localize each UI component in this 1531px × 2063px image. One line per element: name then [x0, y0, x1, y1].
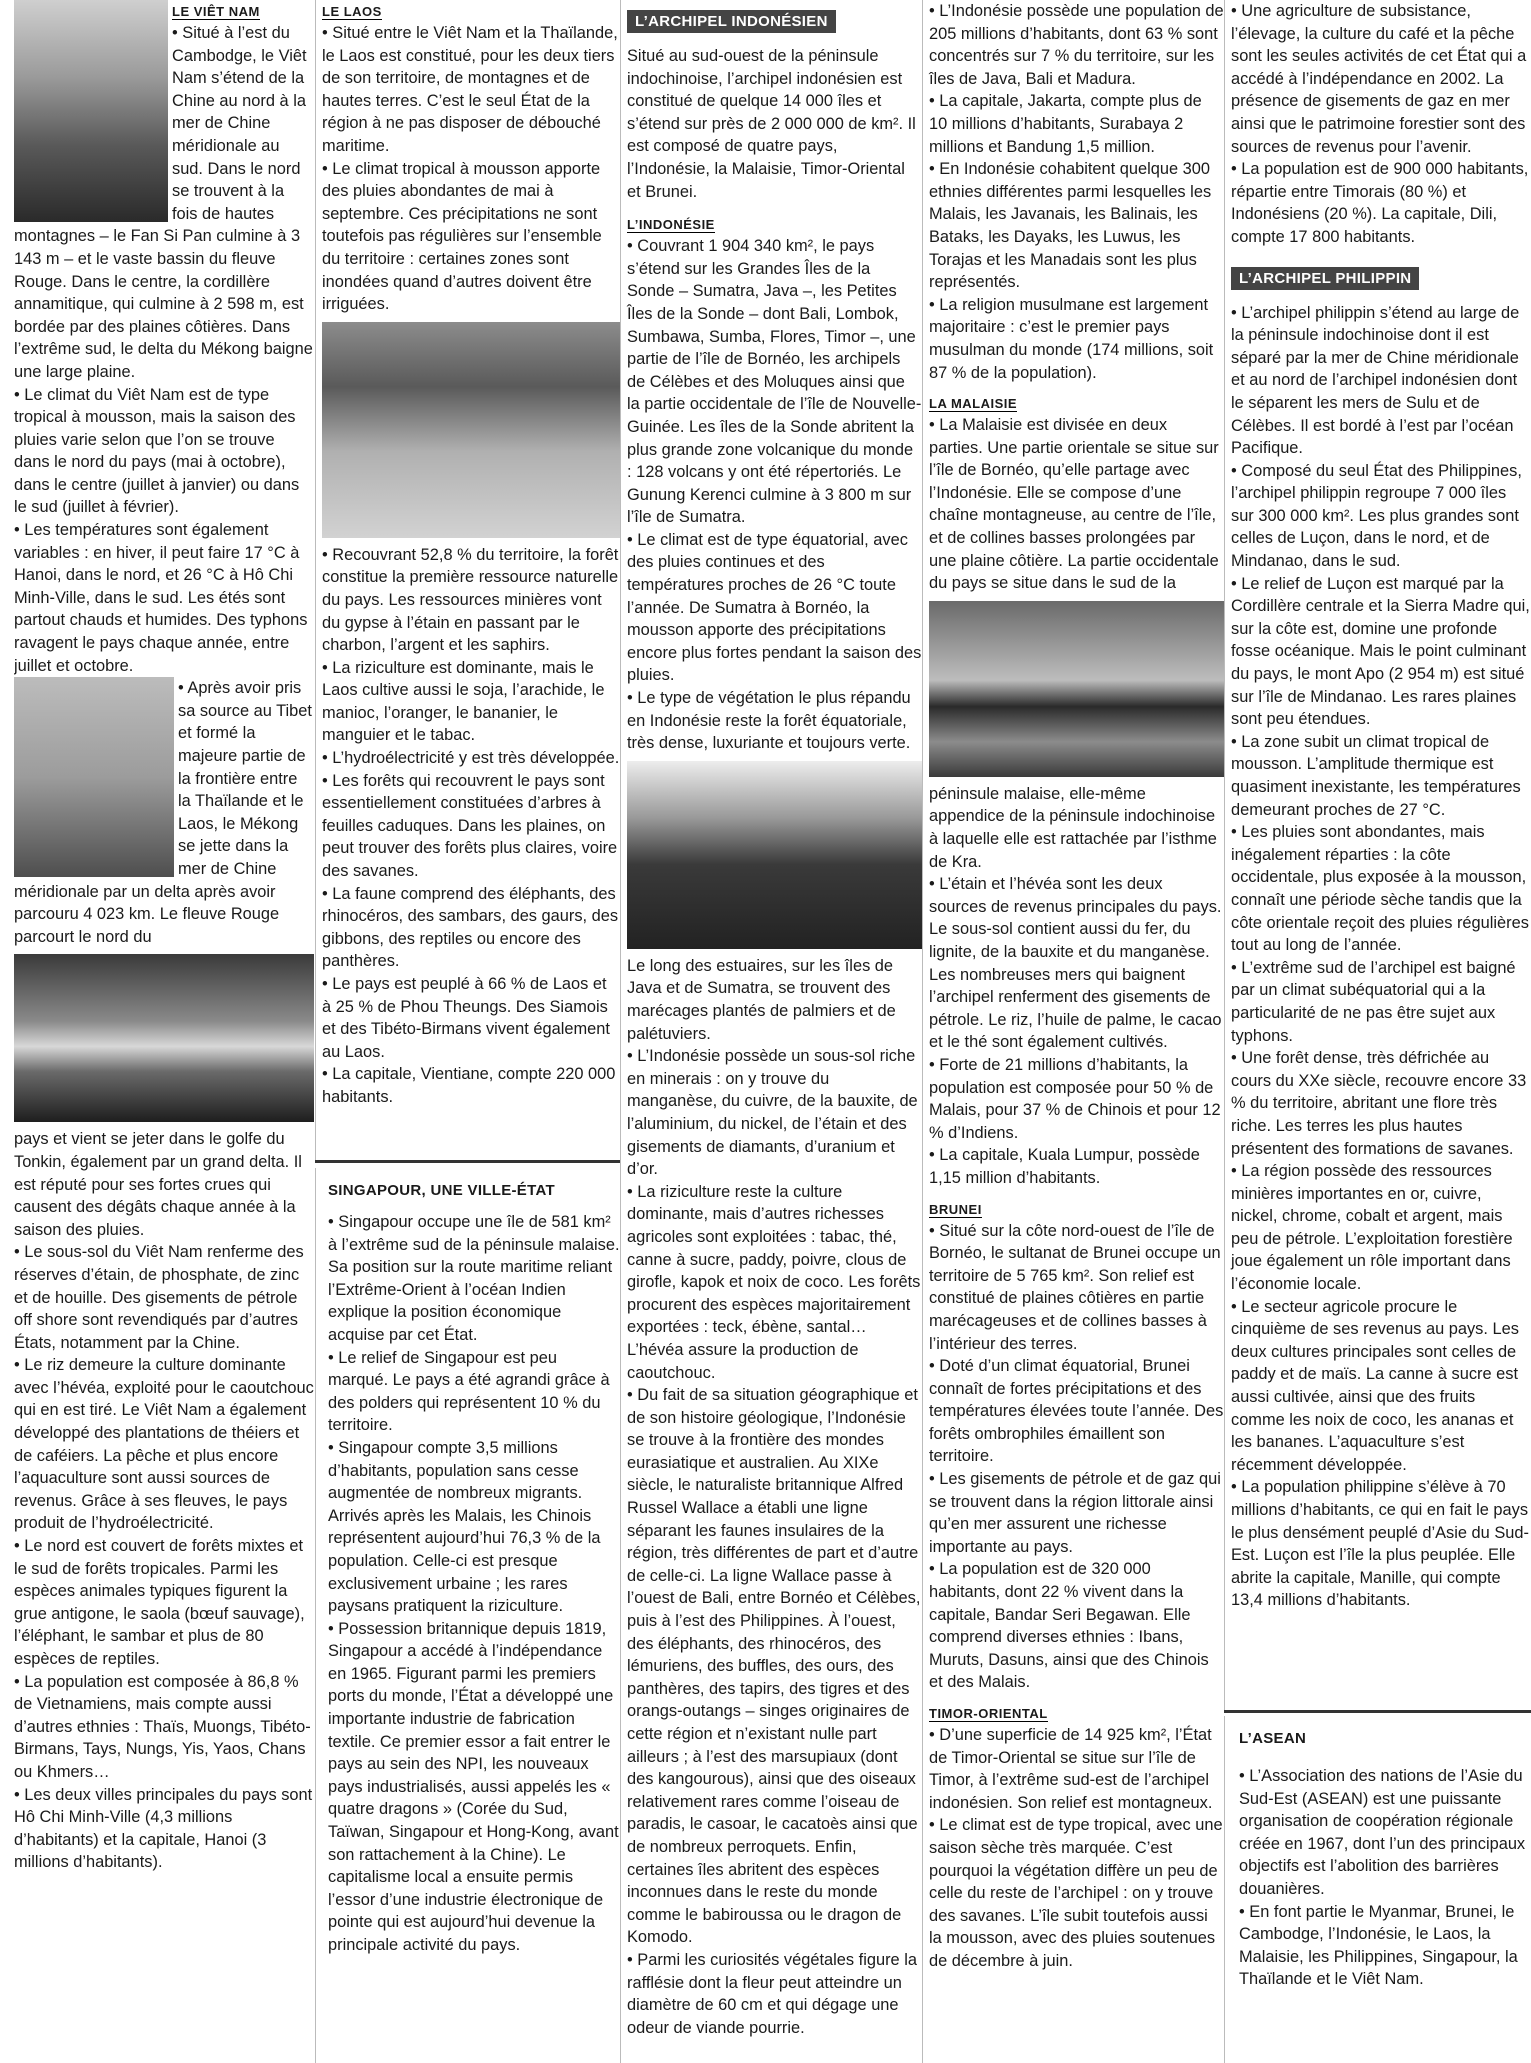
malaisie-paragraph: • La capitale, Kuala Lumpur, possède 1,15 million d’habitants.: [929, 1146, 1200, 1187]
malaisie-paragraph: péninsule malaise, elle-même appendice de la péninsule indochinoise à laquelle elle est rattachée par l’isthme de Kra.: [929, 784, 1217, 871]
philippin-paragraph: • Une forêt dense, très défrichée au cours du XXe siècle, recouvre encore 33 % du territoire, abritant une flore très riche. Les terres les plus hautes présentent des formations de savanes.: [1231, 1049, 1527, 1158]
philippin-paragraph: • Les pluies sont abondantes, mais inégalement réparties : la côte occidentale, plus exposée à la mousson, connaît une période sèche tandis que la côte orientale reçoit des pluies régulières tout au long de l’année.: [1231, 823, 1529, 955]
indonesie-paragraph: • Du fait de sa situation géographique et de son histoire géologique, l’Indonésie se trouve à la frontière des mondes eurasiatique et australien. Au XIXe siècle, le naturaliste britannique Alfred Russel Wallace a établi une ligne séparant les faunes insulaires de la région, très différentes de part et d’autre de celle-ci. La ligne Wallace passe à l’ouest de Bali, entre Bornéo et Célèbes, puis à l’est des Philippines. À l’ouest, des éléphants, des rhinocéros, des lémuriens, des buffles, des ours, des panthères, des tapirs, des tigres et des orangs-outangs – singes originaires de cette région et n’existant nulle part ailleurs ; à l’est des marsupiaux (dont des kangourous), ainsi que des oiseaux relativement rares comme l’oiseau de paradis, le casoar, le cacatoès ainsi que de nombreux perroquets. Enfin, certaines îles abritent des espèces inconnues dans le reste du monde comme le babiroussa ou le dragon de Komodo.: [627, 1386, 921, 1947]
indonesie-paragraph: • Parmi les curiosités végétales figure la rafflésie dont la fleur peut atteindre un diamètre de 60 cm et qui dégage une odeur de viande pourrie.: [627, 1950, 917, 2037]
box-singapour: [315, 1168, 620, 2063]
laos-paragraph: • Situé entre le Viêt Nam et la Thaïlande, le Laos est constitué, pour les deux tiers de son territoire, de montagnes et de hautes terres. C’est le seul État de la région à ne pas disposer de débouché maritime.: [322, 24, 618, 155]
timor-paragraph: • Une agriculture de subsistance, l’élevage, la culture du café et la pêche sont les seules activités de cet État qui a accédé à l’indépendance en 2002. La présence de gisements de gaz en mer ainsi que le patrimoine forestier sont des sources de revenus pour l’avenir.: [1231, 2, 1527, 156]
section-title-vietnam: LE VIÊT NAM: [172, 4, 260, 19]
column-philippines: [1224, 0, 1531, 1710]
philippin-paragraph: • Le relief de Luçon est marqué par la Cordillère centrale et la Sierra Madre qui, sur la côte est, domine une profonde fosse océanique. Mais le point culminant du pays, le mont Apo (2 954 m) est situé sur l’île de Mindanao. Les rares plaines sont peu étendues.: [1231, 574, 1530, 729]
philippin-paragraph: • La zone subit un climat tropical de mousson. L’amplitude thermique est quasiment inexistante, les températures demeurant proches de 27 °C.: [1231, 732, 1521, 819]
laos-paragraph: • La faune comprend des éléphants, des rhinocéros, des sambars, des gaurs, des gibbons, des reptiles ou encore des panthères.: [322, 884, 619, 971]
malaisie-paragraph: • Forte de 21 millions d’habitants, la population est composée pour 50 % de Malais, pour 37 % de Chinois et pour 12 % d’Indiens.: [929, 1055, 1221, 1142]
indonesie-paragraph: • L’Indonésie possède une population de 205 millions d’habitants, dont 63 % sont concentrés sur 7 % du territoire, sur les îles de Java, Bali et Madura.: [929, 2, 1224, 88]
laos-paragraph: • L’hydroélectricité y est très développée.: [322, 749, 620, 768]
singapour-paragraph: • Singapour occupe une île de 581 km² à l’extrême sud de la péninsule malaise. Sa position sur la route maritime reliant l’Extrême-Orient à l’océan Indien explique la position économique acquise par cet État.: [328, 1213, 620, 1344]
column-indonesie: [620, 0, 922, 2063]
philippin-paragraph: • La région possède des ressources minières importantes en or, cuivre, nickel, chrome, cobalt et argent, mais peu de pétrole. L’exploitation forestière joue également un rôle important dans l’économie locale.: [1231, 1162, 1513, 1294]
philippin-paragraph: • L’archipel philippin s’étend au large de la péninsule indochinoise dont il est séparé par la mer de Chine méridionale et au nord de l’archipel indonésien dont le séparent les mers de Sulu et de Célèbes. Il est bordé à l’est par l’océan Pacifique.: [1231, 303, 1520, 458]
photo-mountain: [14, 0, 168, 222]
box-asean: [1224, 1716, 1531, 2063]
brunei-paragraph: • Les gisements de pétrole et de gaz qui se trouvent dans la région littorale ainsi qu’en mer assurent une richesse importante au pays.: [929, 1470, 1221, 1556]
brunei-paragraph: • La population est de 320 000 habitants, dont 22 % vivent dans la capitale, Bandar Seri Begawan. Elle comprend diverses ethnies : Ibans, Muruts, Dasuns, ainsi que des Chinois et des Malais.: [929, 1560, 1209, 1692]
singapour-paragraph: • Singapour compte 3,5 millions d’habitants, population sans cesse augmentée de nombreux migrants. Arrivés après les Malais, les Chinois représentent aujourd’hui 76,3 % de la population. Celle-ci est presque exclusivement urbaine ; les rares paysans pratiquent la riziculture.: [328, 1438, 601, 1616]
divider: [1224, 1710, 1531, 1713]
section-title-brunei: BRUNEI: [929, 1201, 982, 1217]
timor-paragraph: • Le climat est de type tropical, avec une saison sèche très marquée. C’est pourquoi la végétation diffère un peu de celle du reste de l’archipel : on y trouve des savanes. L’île subit toutefois aussi la mousson, avec des pluies soutenues de décembre à juin.: [929, 1816, 1223, 1970]
banner-archipel-indonesien: L’ARCHIPEL INDONÉSIEN: [627, 10, 836, 33]
singapour-paragraph: • Le relief de Singapour est peu marqué. Le pays a été agrandi grâce à des polders qui représentent 10 % du territoire.: [328, 1348, 610, 1435]
section-title-singapour: SINGAPOUR, UNE VILLE-ÉTAT: [328, 1182, 555, 1199]
philippin-paragraph: • La population philippine s’élève à 70 millions d’habitants, ce qui en fait le pays le plus densément peuplé d’Asie du Sud-Est. Luçon est l’île la plus peuplée. Elle abrite la capitale, Manille, qui compte 13,4 millions d’habitants.: [1231, 1478, 1529, 1610]
photo-forest: [627, 761, 922, 949]
indonesie-paragraph: • Le climat est de type équatorial, avec des pluies continues et des températures proches de 26 °C toute l’année. De Sumatra à Bornéo, la mousson apporte des précipitations encore plus fortes pendant la saison des pluies.: [627, 530, 922, 685]
section-title-asean: L’ASEAN: [1239, 1730, 1307, 1747]
indonesie-paragraph: Le long des estuaires, sur les îles de Java et de Sumatra, se trouvent des marécages plantés de palmiers et de palétuviers.: [627, 956, 896, 1043]
indonesie-paragraph: • En Indonésie cohabitent quelque 300 ethnies différentes parmi lesquelles les Malais, les Javanais, les Balinais, les Bataks, les Dayaks, les Luwus, les Torajas et les Manadais sont les plus représentés.: [929, 160, 1212, 292]
banner-archipel-philippin: L’ARCHIPEL PHILIPPIN: [1231, 267, 1419, 290]
singapour-paragraph: • Possession britannique depuis 1819, Singapour a accédé à l’indépendance en 1965. Figurant parmi les premiers ports du monde, l’État a développé une importante industrie de fabrication textile. Ce premier essor a fait entrer le pays au sein des NPI, les nouveaux pays industrialisés, aussi appelés les « quatre dragons » (Corée du Sud, Taïwan, Singapour et Hong-Kong, avant son rattachement à la Chine). Le capitalisme local a ensuite permis l’essor d’une industrie électronique de pointe qui est aujourd’hui devenue la principale activité du pays.: [328, 1619, 619, 1954]
vietnam-paragraph: • Le riz demeure la culture dominante avec l’hévéa, exploité pour le caoutchouc qui en est tiré. Le Viêt Nam a également développé des plantations de théiers et de caféiers. La pêche et plus encore l’aquaculture sont aussi sources de revenus. Grâce à ses fleuves, le pays produit de l’hydroélectricité.: [14, 1356, 314, 1533]
indonesie-paragraph: • La riziculture reste la culture dominante, mais d’autres richesses agricoles sont exploitées : tabac, thé, canne à sucre, paddy, poivre, clous de girofle, kapok et noix de coco. Les forêts procurent des espèces majoritairement exportées : teck, ébène, santal… L’hévéa assure la production de caoutchouc.: [627, 1182, 921, 1382]
vietnam-paragraph: • Après avoir pris sa source au Tibet et formé la majeure partie de la frontière entre la Thaïlande et le Laos, le Mékong se jette dans la mer de Chine méridionale par un delta après avoir parcouru 4 023 km. Le fleuve Rouge parcourt le nord du: [14, 679, 312, 946]
philippin-paragraph: • Composé du seul État des Philippines, l’archipel philippin regroupe 7 000 îles sur 300 000 km². Les plus grandes sont celles de Luçon, dans le nord, et de Mindanao, dans le sud.: [1231, 461, 1522, 571]
asean-paragraph: • L’Association des nations de l’Asie du Sud-Est (ASEAN) est une puissante organisation de coopération régionale créée en 1967, dont l’un des principaux objectifs est l’abolition des barrières douanières.: [1239, 1767, 1526, 1898]
section-title-timor: TIMOR-ORIENTAL: [929, 1706, 1048, 1721]
brunei-paragraph: • Doté d’un climat équatorial, Brunei connaît de fortes précipitations et des températures élevées toute l’année. Des forêts ombrophiles émaillent son territoire.: [929, 1357, 1224, 1466]
laos-paragraph: • Le climat tropical à mousson apporte des pluies abondantes de mai à septembre. Ces précipitations ne sont toutefois pas régulières sur l’ensemble du territoire : certaines zones sont inondées quand d’autres doivent être irriguées.: [322, 159, 602, 314]
vietnam-paragraph: • Le sous-sol du Viêt Nam renferme des réserves d’étain, de phosphate, de zinc et de houille. Des gisements de pétrole off shore sont revendiqués par d’autres États, notamment par la Chine.: [14, 1243, 304, 1352]
vietnam-paragraph: • La population est composée à 86,8 % de Vietnamiens, mais compte aussi d’autres ethnies : Thaïs, Muongs, Tibéto-Birmans, Tays, Nungs, Yis, Yaos, Chans ou Khmers…: [14, 1672, 311, 1781]
laos-paragraph: • Le pays est peuplé à 66 % de Laos et à 25 % de Phou Theungs. Des Siamois et des Tibéto-Birmans vivent également au Laos.: [322, 975, 610, 1061]
photo-sunset: [929, 601, 1224, 777]
asean-paragraph: • En font partie le Myanmar, Brunei, le Cambodge, l’Indonésie, le Laos, la Malaisie, les Philippines, Singapour, la Thaïlande et le Viêt Nam.: [1239, 1902, 1518, 1989]
laos-paragraph: • Les forêts qui recouvrent le pays sont essentiellement constituées d’arbres à feuilles caduques. Dans les plaines, on peut trouver des forêts plus claires, voire des savanes.: [322, 771, 618, 881]
timor-paragraph: • La population est de 900 000 habitants, répartie entre Timorais (80 %) et Indonésiens (20 %). La capitale, Dili, compte 17 800 habitants.: [1231, 160, 1529, 246]
vietnam-paragraph: • Les températures sont également variables : en hiver, il peut faire 17 °C à Hanoi, dans le nord, et 26 °C à Hô Chi Minh-Ville, dans le sud. Les étés sont partout chauds et humides. Des typhons ravagent le pays chaque année, entre juillet et octobre.: [14, 521, 308, 675]
column-laos: [315, 0, 620, 1160]
vietnam-paragraph: • Le climat du Viêt Nam est de type tropical à mousson, mais la saison des pluies varie selon que l’on se trouve dans le nord du pays (mai à octobre), dans le centre (juillet à janvier) ou dans le sud (juillet à février).: [14, 385, 300, 517]
indonesien-intro: Situé au sud-ouest de la péninsule indochinoise, l’archipel indonésien est constitué de quelque 14 000 îles et s’étend sur près de 2 000 000 de km². Il est composé de quatre pays, l’Indonésie, la Malaisie, Timor-Oriental et Brunei.: [627, 47, 916, 201]
divider: [315, 1160, 620, 1163]
indonesie-paragraph: • Le type de végétation le plus répandu en Indonésie reste la forêt équatoriale, très dense, luxuriante et toujours verte.: [627, 689, 911, 753]
photo-boat: [14, 677, 174, 877]
vietnam-paragraph: • Situé à l’est du Cambodge, le Viêt Nam s’étend de la Chine au nord à la mer de Chine méridionale au sud. Dans le nord se trouvent à la fois de hautes montagnes – le Fan Si Pan culmine à 3 143 m – et le vaste bassin du fleuve Rouge. Dans le centre, la cordillère annamitique, qui culmine à 2 598 m, est bordée par des plaines côtières. Dans l’extrême sud, le delta du Mékong baigne une large plaine.: [14, 24, 313, 381]
section-title-indonesie: L’INDONÉSIE: [627, 217, 715, 233]
section-title-laos: LE LAOS: [322, 4, 382, 19]
column-vietnam: [14, 0, 314, 1874]
malaisie-paragraph: • L’étain et l’hévéa sont les deux sources de revenus principales du pays. Le sous-sol contient aussi du fer, du lignite, de la bauxite et du manganèse. Les nombreuses mers qui baignent l’archipel renferment des gisements de pétrole. Le riz, l’huile de palme, le cacao et le thé sont également cultivés.: [929, 875, 1222, 1052]
brunei-paragraph: • Situé sur la côte nord-ouest de l’île de Bornéo, le sultanat de Brunei occupe un territoire de 5 765 km². Son relief est constitué de plaines côtières en partie marécageuses et de collines basses à l’intérieur des terres.: [929, 1221, 1221, 1353]
timor-paragraph: • D’une superficie de 14 925 km², l’État de Timor-Oriental se situe sur l’île de Timor, à l’extrême sud-est de l’archipel indonésien. Son relief est montagneux.: [929, 1726, 1213, 1812]
vietnam-paragraph: • Les deux villes principales du pays sont Hô Chi Minh-Ville (4,3 millions d’habitants) et la capitale, Hanoi (3 millions d’habitants).: [14, 1785, 313, 1872]
indonesie-paragraph: • Couvrant 1 904 340 km², le pays s’étend sur les Grandes Îles de la Sonde – Sumatra, Java –, les Petites Îles de la Sonde – dont Bali, Lombok, Sumbawa, Sumba, Flores, Timor –, une partie de l’île de Bornéo, les archipels de Célèbes et des Moluques ainsi que la partie occidentale de l’île de Nouvelle-Guinée. Les îles de la Sonde abritent la plus grande zone volcanique du monde : 128 volcans y ont été répertoriés. Le Gunung Kerenci culmine à 3 800 m sur l’île de Sumatra.: [627, 237, 922, 527]
vietnam-paragraph: • Le nord est couvert de forêts mixtes et le sud de forêts tropicales. Parmi les espèces animales typiques figurent la grue antigone, le saola (bœuf sauvage), l’éléphant, le sambar et plus de 80 espèces de reptiles.: [14, 1537, 305, 1668]
indonesie-paragraph: • La capitale, Jakarta, compte plus de 10 millions d’habitants, Surabaya 2 millions et Bandung 1,5 million.: [929, 92, 1202, 156]
malaisie-paragraph: • La Malaisie est divisée en deux parties. Une partie orientale se situe sur l’île de Bornéo, qu’elle partage avec l’Indonésie. Elle se compose d’une chaîne montagneuse, au centre de l’île, et de collines basses prolongées par une plaine côtière. La partie occidentale du pays se situe dans le sud de la: [929, 416, 1219, 593]
photo-river: [14, 954, 314, 1122]
column-malaisie-brunei-timor: [922, 0, 1224, 2063]
laos-paragraph: • Recouvrant 52,8 % du territoire, la forêt constitue la première ressource naturelle du pays. Les ressources minières vont du gypse à l’étain en passant par le charbon, l’argent et les saphirs.: [322, 545, 619, 655]
indonesie-paragraph: • La religion musulmane est largement majoritaire : c’est le premier pays musulman du monde (174 millions, soit 87 % de la population).: [929, 295, 1214, 382]
section-title-malaisie: LA MALAISIE: [929, 396, 1018, 412]
laos-paragraph: • La capitale, Vientiane, compte 220 000 habitants.: [322, 1065, 616, 1106]
philippin-paragraph: • L’extrême sud de l’archipel est baigné par un climat subéquatorial qui a la particularité de ne pas être sujet aux typhons.: [1231, 958, 1516, 1045]
vietnam-paragraph: pays et vient se jeter dans le golfe du Tonkin, également par un grand delta. Il est réputé pour ses fortes crues qui causent des dégâts chaque année à la saison des pluies.: [14, 1130, 302, 1239]
laos-paragraph: • La riziculture est dominante, mais le Laos cultive aussi le soja, l’arachide, le manioc, l’oranger, le bananier, le manguier et le tabac.: [322, 658, 605, 745]
philippin-paragraph: • Le secteur agricole procure le cinquième de ses revenus au pays. Les deux cultures principales sont celles de paddy et de maïs. La canne à sucre est aussi cultivée, ainsi que des fruits comme les noix de coco, les ananas et les bananes. L’aquaculture s’est récemment développée.: [1231, 1297, 1519, 1474]
indonesie-paragraph: • L’Indonésie possède un sous-sol riche en minerais : on y trouve du manganèse, du cuivre, de la bauxite, de l’aluminium, du nickel, de l’étain et des gisements de diamants, d’uranium et d’or.: [627, 1047, 918, 1179]
photo-street: [322, 322, 620, 538]
